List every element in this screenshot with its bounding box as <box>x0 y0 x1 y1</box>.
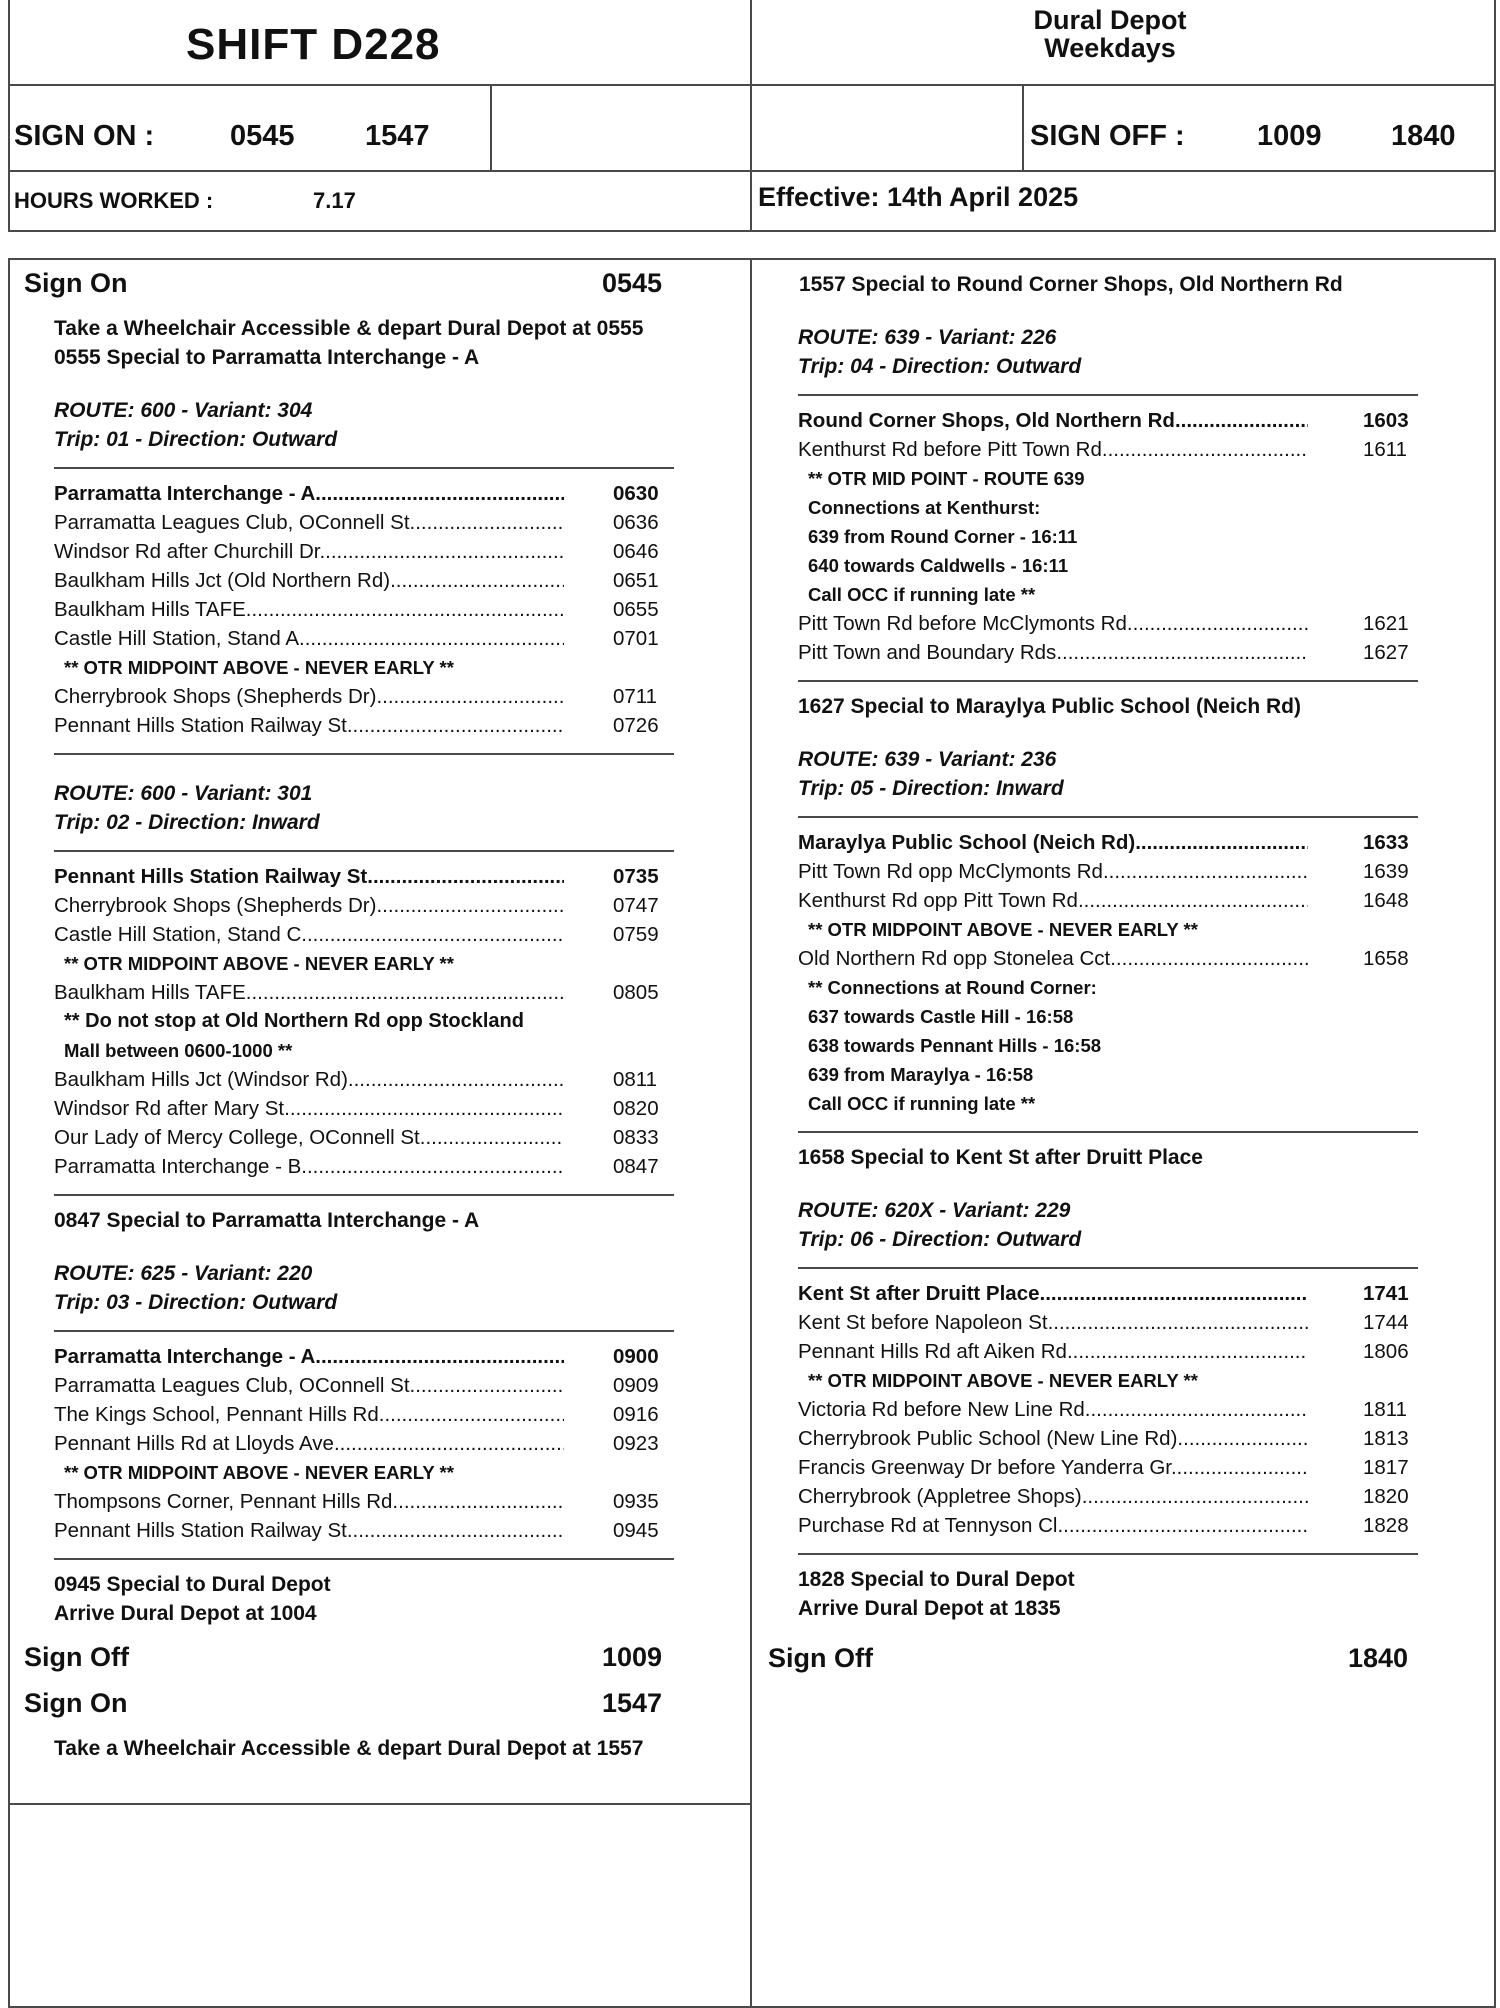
special-trip-4: 1557 Special to Round Corner Shops, Old Northern Rd <box>799 273 1343 296</box>
divider <box>54 1194 674 1196</box>
stop-name: Francis Greenway Dr before Yanderra Gr ..... <box>798 1453 1308 1482</box>
stop-row <box>798 638 1418 667</box>
stop-time: 1603 <box>1363 409 1409 432</box>
stop-time: 0655 <box>613 598 659 621</box>
stop-row <box>54 862 674 891</box>
stop-row <box>798 1424 1418 1453</box>
body-divider-h-left <box>8 1803 750 1805</box>
stop-time: 0701 <box>613 627 659 650</box>
divider <box>798 816 1418 818</box>
stop-time: 1621 <box>1363 612 1409 635</box>
route-line: ROUTE: 639 - Variant: 236 <box>798 748 1057 771</box>
stop-row <box>798 1279 1418 1308</box>
stop-row <box>798 1395 1418 1424</box>
depart-note-2: Take a Wheelchair Accessible & depart Dural Depot at 1557 <box>54 1737 644 1760</box>
stop-row <box>54 1123 674 1152</box>
stop-time: 0820 <box>613 1097 659 1120</box>
trip-line: Trip: 02 - Direction: Inward <box>54 811 320 834</box>
stop-time: 0916 <box>613 1403 659 1426</box>
stop-row <box>54 1342 674 1371</box>
sign-on-text: Sign On <box>24 268 128 298</box>
stop-time: 0726 <box>613 714 659 737</box>
connection-note-line: ** OTR MID POINT - ROUTE 639 <box>808 468 1085 489</box>
route-line: ROUTE: 620X - Variant: 229 <box>798 1199 1071 1222</box>
midpoint-note: ** OTR MIDPOINT ABOVE - NEVER EARLY ** <box>808 1370 1198 1391</box>
trip2-stop-list-b <box>8 978 750 1007</box>
route-line: ROUTE: 600 - Variant: 301 <box>54 782 313 805</box>
trip2-stop-list-c <box>8 1065 750 1181</box>
stop-row <box>54 920 674 949</box>
trip4-stop-list <box>752 406 1492 464</box>
divider <box>54 850 674 852</box>
stop-name: Parramatta Interchange - A ..... <box>54 479 564 508</box>
stop-name: Kent St before Napoleon St ..... <box>798 1308 1308 1337</box>
connection-note-line: 637 towards Castle Hill - 16:58 <box>808 1006 1074 1027</box>
hours-worked-label: HOURS WORKED : <box>14 188 214 213</box>
depot-line2: Weekdays <box>1044 33 1176 64</box>
stop-name: Thompsons Corner, Pennant Hills Rd ..... <box>54 1487 564 1516</box>
stop-time: 0735 <box>613 865 659 888</box>
stop-name: Parramatta Interchange - A ..... <box>54 1342 564 1371</box>
stop-time: 0805 <box>613 981 659 1004</box>
stop-row <box>54 1400 674 1429</box>
trip-line: Trip: 03 - Direction: Outward <box>54 1291 338 1314</box>
special-trip-1: 0555 Special to Parramatta Interchange - A <box>54 346 480 369</box>
stop-name: Pennant Hills Rd aft Aiken Rd ..... <box>798 1337 1308 1366</box>
stop-time: 1639 <box>1363 860 1409 883</box>
stop-time: 1806 <box>1363 1340 1409 1363</box>
trip-line: Trip: 06 - Direction: Outward <box>798 1228 1082 1251</box>
route-line: ROUTE: 639 - Variant: 226 <box>798 326 1057 349</box>
stop-row <box>798 828 1418 857</box>
special-trip-2: 0847 Special to Parramatta Interchange - A <box>54 1209 480 1232</box>
stop-row <box>54 891 674 920</box>
stop-time: 1627 <box>1363 641 1409 664</box>
sign-off-time-2: 1840 <box>1391 120 1456 152</box>
stop-row <box>54 1152 674 1181</box>
midpoint-note: ** OTR MIDPOINT ABOVE - NEVER EARLY ** <box>64 657 454 678</box>
header-divider-v1 <box>750 0 752 232</box>
stop-name: Baulkham Hills TAFE ..... <box>54 595 564 624</box>
stop-row <box>798 435 1418 464</box>
stop-name: Parramatta Leagues Club, OConnell St ..... <box>54 1371 564 1400</box>
sign-on-time-2: 1547 <box>602 1688 663 1718</box>
stop-name: Castle Hill Station, Stand A ..... <box>54 624 564 653</box>
connection-note-line: Call OCC if running late ** <box>808 1093 1036 1114</box>
stop-name: Cherrybrook Public School (New Line Rd) ..... <box>798 1424 1308 1453</box>
stop-row <box>54 595 674 624</box>
stop-time: 1828 <box>1363 1514 1409 1537</box>
stop-time: 0711 <box>613 685 658 708</box>
stop-time: 1813 <box>1363 1427 1409 1450</box>
stop-time: 0759 <box>613 923 659 946</box>
stop-name: Parramatta Interchange - B ..... <box>54 1152 564 1181</box>
right-column <box>752 270 1492 1681</box>
trip-line: Trip: 05 - Direction: Inward <box>798 777 1064 800</box>
stop-time: 1820 <box>1363 1485 1409 1508</box>
stop-name: The Kings School, Pennant Hills Rd ..... <box>54 1400 564 1429</box>
special-trip-6: 1658 Special to Kent St after Druitt Place <box>798 1146 1203 1169</box>
stop-row <box>798 857 1418 886</box>
stop-name: Castle Hill Station, Stand C ..... <box>54 920 564 949</box>
stop-time: 0646 <box>613 540 659 563</box>
sign-off-row <box>8 1634 750 1680</box>
stop-time: 0923 <box>613 1432 659 1455</box>
stop-name: Pitt Town Rd opp McClymonts Rd ..... <box>798 857 1308 886</box>
stop-name: Cherrybrook Shops (Shepherds Dr) ..... <box>54 682 564 711</box>
stop-time: 0847 <box>613 1155 659 1178</box>
special-trip-5: 1627 Special to Maraylya Public School (Neich Rd) <box>798 695 1301 718</box>
sign-on-label: SIGN ON : <box>14 120 155 152</box>
stop-name: Baulkham Hills TAFE ..... <box>54 978 564 1007</box>
stop-name: Pennant Hills Station Railway St ..... <box>54 711 564 740</box>
sign-on-text-2: Sign On <box>24 1688 128 1718</box>
arrive-depot-note: Arrive Dural Depot at 1004 <box>54 1602 317 1625</box>
trip-line: Trip: 04 - Direction: Outward <box>798 355 1082 378</box>
connection-note-line: 639 from Maraylya - 16:58 <box>808 1064 1034 1085</box>
stop-time: 1744 <box>1363 1311 1409 1334</box>
midpoint-note: ** OTR MIDPOINT ABOVE - NEVER EARLY ** <box>64 1462 454 1483</box>
sign-off-time-1: 1009 <box>1257 120 1322 152</box>
divider <box>798 394 1418 396</box>
stop-time: 0945 <box>613 1519 659 1542</box>
stop-time: 0636 <box>613 511 659 534</box>
stop-row <box>54 1094 674 1123</box>
stop-name: Maraylya Public School (Neich Rd) ..... <box>798 828 1308 857</box>
stop-row <box>54 682 674 711</box>
stop-row <box>54 1487 674 1516</box>
divider <box>54 1558 674 1560</box>
stop-row <box>798 1482 1418 1511</box>
sign-off-row-2 <box>752 1635 1492 1681</box>
stop-time: 1648 <box>1363 889 1409 912</box>
connection-note-line: Connections at Kenthurst: <box>808 497 1041 518</box>
header-divider-h1 <box>8 84 1496 86</box>
stop-time: 0935 <box>613 1490 659 1513</box>
stop-name: Cherrybrook (Appletree Shops) ..... <box>798 1482 1308 1511</box>
sign-on-time: 0545 <box>602 268 663 298</box>
stop-name: Parramatta Leagues Club, OConnell St ..... <box>54 508 564 537</box>
trip4-stop-list-b <box>752 609 1492 667</box>
connection-note-line: 640 towards Caldwells - 16:11 <box>808 555 1069 576</box>
sign-off-text: Sign Off <box>24 1642 129 1672</box>
depart-note: Take a Wheelchair Accessible & depart Dural Depot at 0555 <box>54 317 644 340</box>
sign-off-label: SIGN OFF : <box>1030 120 1185 152</box>
connection-note-line: Call OCC if running late ** <box>808 584 1036 605</box>
no-stop-note-line1: ** Do not stop at Old Northern Rd opp Stockland <box>64 1010 524 1032</box>
stop-row <box>798 1511 1418 1540</box>
shift-title: SHIFT D228 <box>186 20 441 69</box>
stop-name: Our Lady of Mercy College, OConnell St ..... <box>54 1123 564 1152</box>
header-divider-v2 <box>490 84 492 170</box>
header-divider-h2 <box>8 170 1496 172</box>
divider <box>54 467 674 469</box>
sign-off-text-2: Sign Off <box>768 1643 873 1673</box>
divider <box>54 753 674 755</box>
sign-on-time-2: 1547 <box>365 120 430 152</box>
stop-row <box>798 609 1418 638</box>
trip5-notes <box>752 973 1492 1118</box>
trip1-stop-list-b <box>8 682 750 740</box>
stop-name: Purchase Rd at Tennyson Cl ..... <box>798 1511 1308 1540</box>
trip4-notes <box>752 464 1492 609</box>
connection-note-line: ** Connections at Round Corner: <box>808 977 1097 998</box>
trip-line: Trip: 01 - Direction: Outward <box>54 428 338 451</box>
stop-name: Round Corner Shops, Old Northern Rd ..... <box>798 406 1308 435</box>
arrive-depot-note-2: Arrive Dural Depot at 1835 <box>798 1597 1061 1620</box>
special-trip-7: 1828 Special to Dural Depot <box>798 1568 1075 1591</box>
trip1-stop-list <box>8 479 750 653</box>
stop-time: 0900 <box>613 1345 659 1368</box>
stop-time: 0651 <box>613 569 659 592</box>
stop-row <box>54 624 674 653</box>
sign-on-row <box>8 260 750 306</box>
stop-row <box>54 1429 674 1458</box>
sign-on-time-1: 0545 <box>230 120 295 152</box>
trip5-stop-list-b <box>752 944 1492 973</box>
no-stop-note-line2: Mall between 0600-1000 ** <box>64 1040 293 1061</box>
stop-row <box>798 1337 1418 1366</box>
connection-note-line: 639 from Round Corner - 16:11 <box>808 526 1078 547</box>
trip6-stop-list <box>752 1279 1492 1366</box>
sign-off-time-2: 1840 <box>1348 1643 1409 1673</box>
route-line: ROUTE: 600 - Variant: 304 <box>54 399 313 422</box>
stop-row <box>54 1516 674 1545</box>
route-line: ROUTE: 625 - Variant: 220 <box>54 1262 313 1285</box>
divider <box>54 1330 674 1332</box>
stop-name: Cherrybrook Shops (Shepherds Dr) ..... <box>54 891 564 920</box>
stop-row <box>54 1065 674 1094</box>
stop-time: 1633 <box>1363 831 1409 854</box>
stop-time: 0909 <box>613 1374 659 1397</box>
stop-name: Pitt Town Rd before McClymonts Rd ..... <box>798 609 1308 638</box>
stop-name: Kenthurst Rd before Pitt Town Rd ..... <box>798 435 1308 464</box>
stop-row <box>54 479 674 508</box>
stop-row <box>798 944 1418 973</box>
stop-name: Pitt Town and Boundary Rds ..... <box>798 638 1308 667</box>
divider <box>798 1553 1418 1555</box>
trip6-stop-list-b <box>752 1395 1492 1540</box>
stop-name: Kent St after Druitt Place ..... <box>798 1279 1308 1308</box>
stop-row <box>54 508 674 537</box>
stop-time: 0630 <box>613 482 659 505</box>
stop-name: Victoria Rd before New Line Rd ..... <box>798 1395 1308 1424</box>
stop-row <box>798 1308 1418 1337</box>
header-divider-v3 <box>1022 84 1024 170</box>
sign-off-time: 1009 <box>602 1642 663 1672</box>
stop-row <box>54 537 674 566</box>
midpoint-note: ** OTR MIDPOINT ABOVE - NEVER EARLY ** <box>808 919 1198 940</box>
divider <box>798 1267 1418 1269</box>
stop-row <box>798 406 1418 435</box>
effective-date: Effective: 14th April 2025 <box>758 182 1079 212</box>
stop-time: 0747 <box>613 894 659 917</box>
stop-time: 1611 <box>1363 438 1408 461</box>
depot-name <box>1000 6 1220 63</box>
stop-row <box>54 711 674 740</box>
trip3-stop-list <box>8 1342 750 1458</box>
trip2-stop-list <box>8 862 750 949</box>
sign-on-row-2 <box>8 1680 750 1726</box>
stop-name: Baulkham Hills Jct (Old Northern Rd) ..... <box>54 566 564 595</box>
stop-row <box>798 886 1418 915</box>
stop-row <box>54 1371 674 1400</box>
stop-row <box>54 978 674 1007</box>
stop-row <box>54 566 674 595</box>
trip3-stop-list-b <box>8 1487 750 1545</box>
stop-name: Pennant Hills Rd at Lloyds Ave ..... <box>54 1429 564 1458</box>
left-column <box>8 260 750 1763</box>
stop-name: Windsor Rd after Mary St ..... <box>54 1094 564 1123</box>
stop-time: 1741 <box>1363 1282 1409 1305</box>
stop-time: 1817 <box>1363 1456 1409 1479</box>
stop-time: 1811 <box>1363 1398 1408 1421</box>
stop-row <box>798 1453 1418 1482</box>
stop-name: Pennant Hills Station Railway St ..... <box>54 1516 564 1545</box>
stop-name: Pennant Hills Station Railway St ..... <box>54 862 564 891</box>
special-trip-3: 0945 Special to Dural Depot <box>54 1573 331 1596</box>
stop-name: Baulkham Hills Jct (Windsor Rd) ..... <box>54 1065 564 1094</box>
hours-worked-value: 7.17 <box>313 188 356 213</box>
depot-line1: Dural Depot <box>1033 5 1187 35</box>
stop-name: Old Northern Rd opp Stonelea Cct ..... <box>798 944 1308 973</box>
stop-time: 1658 <box>1363 947 1409 970</box>
divider <box>798 1131 1418 1133</box>
trip5-stop-list <box>752 828 1492 915</box>
connection-note-line: 638 towards Pennant Hills - 16:58 <box>808 1035 1102 1056</box>
midpoint-note: ** OTR MIDPOINT ABOVE - NEVER EARLY ** <box>64 953 454 974</box>
stop-name: Kenthurst Rd opp Pitt Town Rd ..... <box>798 886 1308 915</box>
stop-time: 0833 <box>613 1126 659 1149</box>
divider <box>798 680 1418 682</box>
stop-time: 0811 <box>613 1068 658 1091</box>
stop-name: Windsor Rd after Churchill Dr ..... <box>54 537 564 566</box>
